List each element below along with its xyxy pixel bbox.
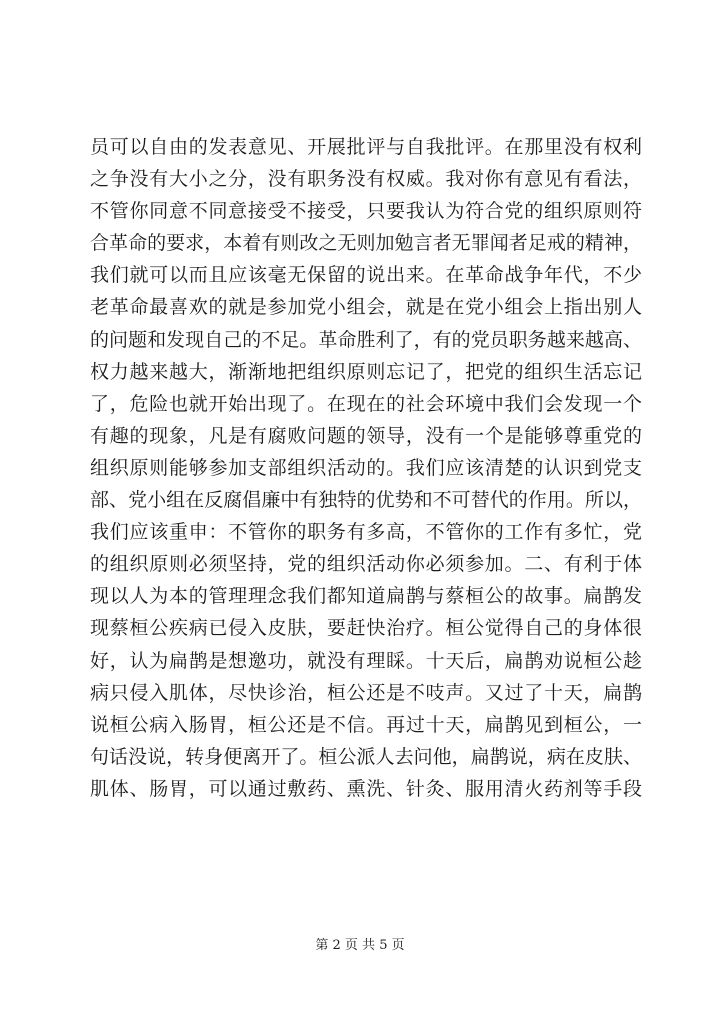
- text-line: 之争没有大小之分，没有职务没有权威。我对你有意见有看法，: [90, 168, 642, 191]
- body-text: [90, 131, 642, 805]
- text-line: 病只侵入肌体，尽快诊治，桓公还是不吱声。又过了十天，扁鹊: [90, 681, 642, 704]
- text-line: 的问题和发现自己的不足。革命胜利了，有的党员职务越来越高、: [90, 328, 642, 351]
- text-line: 组织原则能够参加支部组织活动的。我们应该清楚的认识到党支: [90, 456, 642, 479]
- text-line: 句话没说，转身便离开了。桓公派人去问他，扁鹊说，病在皮肤、: [90, 745, 642, 768]
- text-line: 了，危险也就开始出现了。在现在的社会环境中我们会发现一个: [90, 392, 642, 415]
- text-line: 部、党小组在反腐倡廉中有独特的优势和不可替代的作用。所以，: [90, 489, 642, 512]
- text-line: 的组织原则必须坚持，党的组织活动你必须参加。二、有利于体: [90, 553, 642, 576]
- text-line: 肌体、肠胃，可以通过敷药、熏洗、针灸、服用清火药剂等手段: [90, 777, 642, 800]
- text-line: 说桓公病入肠胃，桓公还是不信。再过十天，扁鹊见到桓公，一: [90, 713, 642, 736]
- text-line: 现以人为本的管理理念我们都知道扁鹊与蔡桓公的故事。扁鹊发: [90, 585, 642, 608]
- text-line: 员可以自由的发表意见、开展批评与自我批评。在那里没有权利: [90, 136, 642, 158]
- text-line: 现蔡桓公疾病已侵入皮肤，要赶快治疗。桓公觉得自己的身体很: [90, 617, 642, 640]
- text-line: 不管你同意不同意接受不接受，只要我认为符合党的组织原则符: [90, 200, 642, 223]
- text-line: 合革命的要求，本着有则改之无则加勉言者无罪闻者足戒的精神，: [90, 232, 642, 255]
- page-number: 第 2 页 共 5 页: [315, 938, 405, 953]
- text-line: 权力越来越大，渐渐地把组织原则忘记了，把党的组织生活忘记: [90, 360, 642, 383]
- text-line: 我们应该重申：不管你的职务有多高，不管你的工作有多忙，党: [90, 521, 642, 544]
- text-line: 我们就可以而且应该毫无保留的说出来。在革命战争年代，不少: [90, 264, 642, 287]
- page-footer: [0, 934, 720, 953]
- text-line: 好，认为扁鹊是想邀功，就没有理睬。十天后，扁鹊劝说桓公趁: [90, 649, 642, 672]
- text-line: 老革命最喜欢的就是参加党小组会，就是在党小组会上指出别人: [90, 296, 642, 319]
- text-line: 有趣的现象，凡是有腐败问题的领导，没有一个是能够尊重党的: [90, 424, 642, 447]
